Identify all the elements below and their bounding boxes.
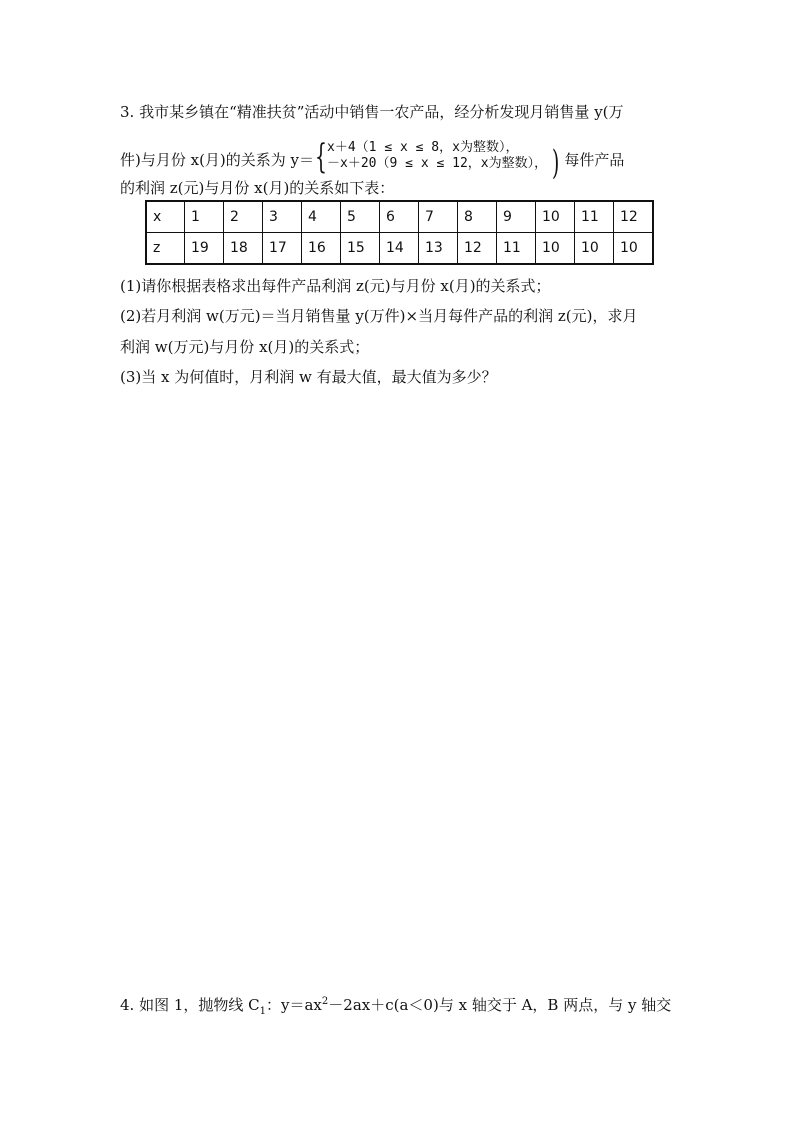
table-cell: 3 <box>263 201 302 233</box>
profit-table <box>145 200 654 265</box>
table-cell: 11 <box>497 233 536 265</box>
problem-4-text-a: 4. 如图 1，抛物线 C <box>120 996 260 1014</box>
table-cell: 9 <box>497 201 536 233</box>
table-cell: 4 <box>302 201 341 233</box>
right-brace: ) <box>552 143 560 183</box>
table-cell: 8 <box>458 201 497 233</box>
piecewise-function <box>315 137 562 183</box>
question-1: (1)请你根据表格求出每件产品利润 z(元)与月份 x(月)的关系式； <box>120 277 551 295</box>
table-cell: 10 <box>536 201 575 233</box>
left-brace: { <box>315 137 327 177</box>
problem-4-line-1 <box>120 992 671 1022</box>
piecewise-case-2: －x＋20（9 ≤ x ≤ 12，x为整数）， <box>327 156 548 171</box>
problem-4-text-b: ：y＝ax <box>266 996 322 1014</box>
table-cell: 19 <box>185 233 224 265</box>
table-cell: 1 <box>185 201 224 233</box>
subscript-1: 1 <box>259 1006 267 1017</box>
table-cell: 13 <box>419 233 458 265</box>
question-2-line-1: (2)若月利润 w(万元)＝当月销售量 y(万件)×当月每件产品的利润 z(元)，求月 <box>120 307 638 325</box>
table-cell: 10 <box>575 233 614 265</box>
problem-3-line-1: 3. 我市某乡镇在“精准扶贫”活动中销售一农产品，经分析发现月销售量 y(万 <box>120 103 624 121</box>
table-cell: 12 <box>458 233 497 265</box>
table-cell: 16 <box>302 233 341 265</box>
table-row-x <box>146 201 653 233</box>
question-2-line-2: 利润 w(万元)与月份 x(月)的关系式； <box>120 338 370 356</box>
problem-3-line-2 <box>120 137 625 183</box>
table-cell: 11 <box>575 201 614 233</box>
table-cell: 5 <box>341 201 380 233</box>
piecewise-cases <box>316 140 547 172</box>
question-3: (3)当 x 为何值时，月利润 w 有最大值，最大值为多少？ <box>120 368 497 386</box>
table-cell: 6 <box>380 201 419 233</box>
table-cell: 15 <box>341 233 380 265</box>
table-header-x: x <box>146 201 185 233</box>
table-cell: 12 <box>614 201 654 233</box>
problem-3-line-2-prefix: 件)与月份 x(月)的关系为 y＝ <box>120 151 315 169</box>
table-cell: 2 <box>224 201 263 233</box>
problem-3-line-2-suffix: 每件产品 <box>564 151 625 169</box>
table-row-z <box>146 233 653 265</box>
table-header-z: z <box>146 233 185 265</box>
piecewise-case-1: x＋4（1 ≤ x ≤ 8，x为整数）， <box>327 140 519 155</box>
table-cell: 18 <box>224 233 263 265</box>
problem-3-line-3: 的利润 z(元)与月份 x(月)的关系如下表： <box>120 179 395 197</box>
table-cell: 10 <box>614 233 654 265</box>
problem-4-text-c: －2ax＋c(a＜0)与 x 轴交于 A，B 两点，与 y 轴交 <box>328 996 672 1014</box>
table-cell: 14 <box>380 233 419 265</box>
table-cell: 17 <box>263 233 302 265</box>
superscript-2: 2 <box>321 996 329 1007</box>
table-cell: 7 <box>419 201 458 233</box>
table-cell: 10 <box>536 233 575 265</box>
